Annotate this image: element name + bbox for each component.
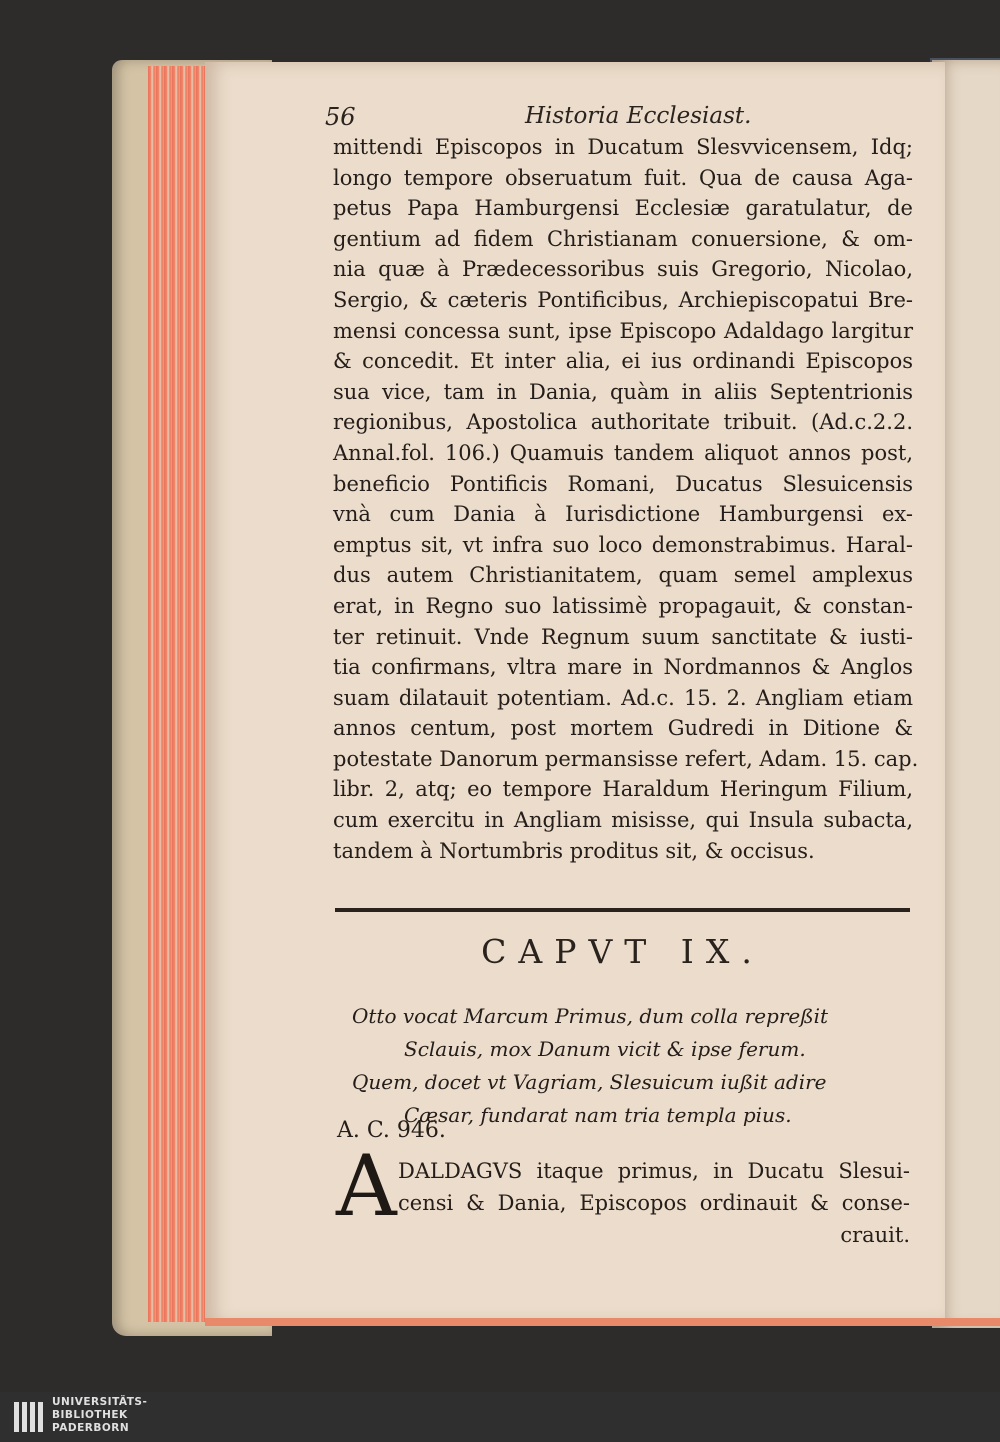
text-line: gentium ad fidem Christianam conuersione, & om-	[333, 226, 913, 251]
text-line: potestate Danorum permansisse refert, Adam. 15. cap.	[333, 746, 919, 771]
library-name-line: PADERBORN	[52, 1422, 130, 1434]
verse-line: Sclauis, mox Danum vicit & ipse ferum.	[404, 1037, 806, 1061]
text-line: mensi concessa sunt, ipse Episcopo Adaldago largitur	[333, 318, 913, 343]
chapter-paragraph	[398, 1155, 910, 1251]
text-line: DALDAGVS itaque primus, in Ducatu Slesui-	[398, 1159, 910, 1183]
text-line: & concedit. Et inter alia, ei ius ordinandi Episcopos	[333, 349, 913, 374]
text-line: longo tempore obseruatum fuit. Qua de causa Aga-	[333, 165, 913, 190]
text-line: tia confirmans, vltra mare in Nordmannos & Anglos	[333, 655, 913, 680]
page-bottom-edge	[205, 1318, 1000, 1326]
text-line: Sergio, & cæteris Pontificibus, Archiepiscopatui Bre-	[333, 287, 913, 312]
verse-block	[352, 1000, 912, 1132]
text-line: ter retinuit. Vnde Regnum suum sanctitate & iusti-	[333, 624, 913, 649]
verse-line: Cæsar, fundarat nam tria templa pius.	[404, 1103, 792, 1127]
running-head: Historia Ecclesiast.	[525, 103, 752, 129]
text-line: regionibus, Apostolica authoritate tribuit. (Ad.c.2.2.	[333, 410, 913, 435]
drop-cap: A	[336, 1137, 397, 1235]
text-line: Annal.fol. 106.) Quamuis tandem aliquot annos post,	[333, 440, 913, 465]
verse-line: Quem, docet vt Vagriam, Slesuicum iußit adire	[352, 1070, 827, 1094]
text-line: beneficio Pontificis Romani, Ducatus Slesuicensis	[333, 471, 913, 496]
text-line: annos centum, post mortem Gudredi in Ditione &	[333, 716, 913, 741]
year-marker: A. C. 946.	[337, 1118, 446, 1143]
chapter-title: CAPVT IX.	[481, 932, 764, 971]
text-line: sua vice, tam in Dania, quàm in aliis Septentrionis	[333, 379, 913, 404]
text-line: libr. 2, atq; eo tempore Haraldum Heringum Filium,	[333, 777, 913, 802]
text-line: dus autem Christianitatem, quam semel amplexus	[333, 563, 913, 588]
library-name-line: BIBLIOTHEK	[52, 1409, 128, 1421]
text-line: censi & Dania, Episcopos ordinauit & conse-	[398, 1191, 910, 1215]
text-line: crauit.	[840, 1223, 910, 1247]
text-line: vnà cum Dania à Iurisdictione Hamburgensi ex-	[333, 502, 913, 527]
page-number: 56	[325, 103, 356, 131]
text-line: petus Papa Hamburgensi Ecclesiæ garatulatur, de	[333, 196, 913, 221]
text-line: nia quæ à Prædecessoribus suis Gregorio, Nicolao,	[333, 257, 913, 282]
text-line: erat, in Regno suo latissimè propagauit, & constan-	[333, 593, 913, 618]
chapter-divider-rule	[335, 908, 910, 912]
text-line: emptus sit, vt infra suo loco demonstrabimus. Haral-	[333, 532, 913, 557]
library-footer	[0, 1392, 1000, 1442]
verse-line: Otto vocat Marcum Primus, dum colla repreßit	[352, 1004, 829, 1028]
library-name-line: UNIVERSITÄTS-	[52, 1396, 148, 1408]
text-line: cum exercitu in Angliam misisse, qui Insula subacta,	[333, 808, 913, 833]
text-line: suam dilatauit potentiam. Ad.c. 15. 2. Angliam etiam	[333, 685, 913, 710]
text-line: mittendi Episcopos in Ducatum Slesvvicensem, Idq;	[333, 135, 913, 159]
text-line: tandem à Nortumbris proditus sit, & occisus.	[333, 838, 815, 863]
body-text	[333, 132, 919, 866]
library-logo-icon	[12, 1400, 46, 1434]
library-name	[52, 1396, 147, 1435]
